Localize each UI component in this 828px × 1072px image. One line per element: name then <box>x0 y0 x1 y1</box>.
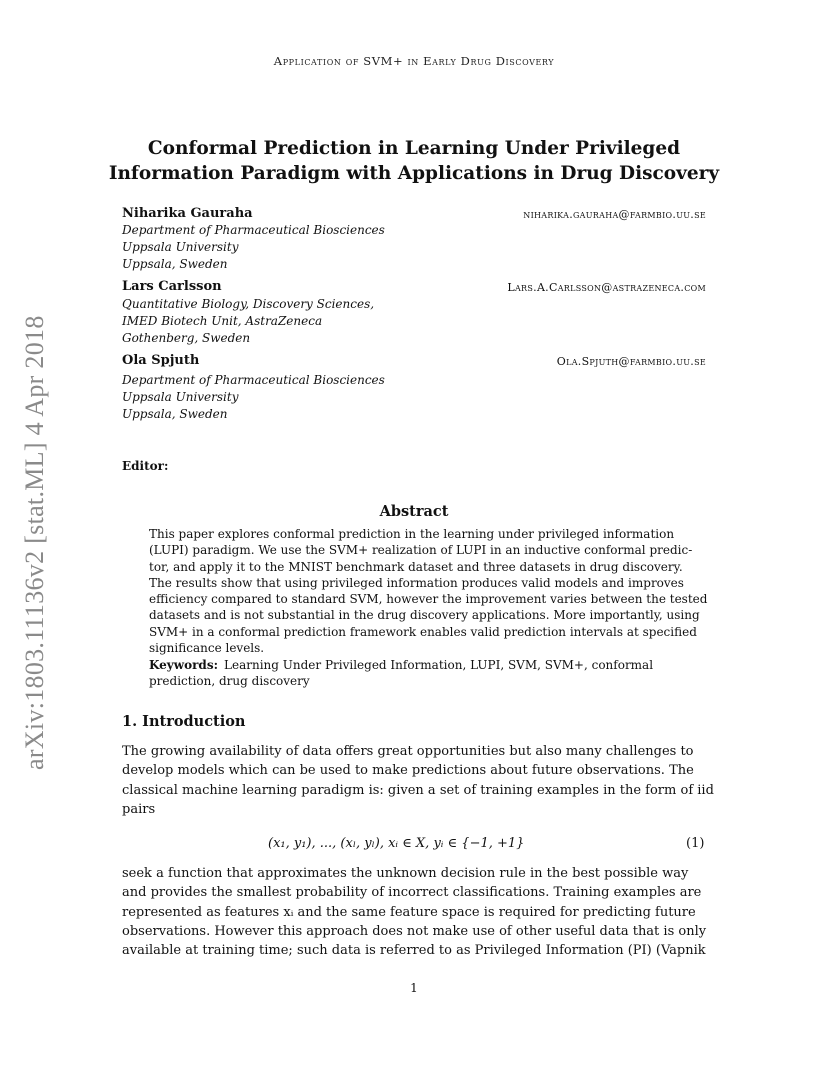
author-affiliation <box>122 296 374 346</box>
abstract-line: datasets and is not substantial in the drug discovery applications. More importantly, using <box>149 608 700 623</box>
equation-number: (1) <box>686 836 705 851</box>
running-head: Application of SVM+ in Early Drug Discovery <box>273 54 555 68</box>
affiliation-line: Uppsala, Sweden <box>122 406 228 421</box>
author-email: Lars.A.Carlsson@astrazeneca.com <box>507 281 706 294</box>
affiliation-line: Uppsala University <box>122 239 239 254</box>
abstract-line: (LUPI) paradigm. We use the SVM+ realization of LUPI in an inductive conformal predic- <box>149 543 693 558</box>
affiliation-line: IMED Biotech Unit, AstraZeneca <box>122 313 323 328</box>
abstract-line: significance levels. <box>149 641 265 656</box>
paragraph-line: classical machine learning paradigm is: given a set of training examples in the form of iid <box>122 782 714 798</box>
section-heading: 1. Introduction <box>122 713 246 730</box>
abstract-heading: Abstract <box>379 503 449 520</box>
author-email: niharika.gauraha@farmbio.uu.se <box>523 208 706 221</box>
abstract-line: tor, and apply it to the MNIST benchmark dataset and three datasets in drug discovery. <box>149 559 683 574</box>
author-name: Lars Carlsson <box>122 279 222 294</box>
paragraph-line: available at training time; such data is referred to as Privileged Information (PI) (Vapnik <box>122 943 706 959</box>
paragraph-line: The growing availability of data offers great opportunities but also many challenges to <box>122 744 694 759</box>
affiliation-line: Department of Pharmaceutical Biosciences <box>122 223 385 237</box>
author-affiliation <box>122 222 385 272</box>
keywords <box>149 657 679 690</box>
affiliation-line: Uppsala, Sweden <box>122 256 228 271</box>
intro-paragraph-2 <box>122 864 707 960</box>
abstract-line: SVM+ in a conformal prediction framework enables valid prediction intervals at specified <box>149 624 697 639</box>
author-name: Ola Spjuth <box>122 353 200 368</box>
affiliation-line: Uppsala University <box>122 389 239 404</box>
title-line: Information Paradigm with Applications in Drug Discovery <box>108 163 720 184</box>
affiliation-line: Gothenberg, Sweden <box>122 330 251 345</box>
paragraph-line: pairs <box>122 801 156 817</box>
paragraph-line: and provides the smallest probability of incorrect classifications. Training examples are <box>122 885 702 901</box>
intro-paragraph-1 <box>122 742 714 819</box>
abstract-body <box>149 526 708 656</box>
affiliation-line: Department of Pharmaceutical Biosciences <box>122 373 385 387</box>
paragraph-line: develop models which can be used to make predictions about future observations. The <box>122 763 694 779</box>
paragraph-line: represented as features xᵢ and the same feature space is required for predicting future <box>122 904 696 920</box>
arxiv-stamp: arXiv:1803.11136v2 [stat.ML] 4 Apr 2018 <box>20 315 49 770</box>
abstract-line: This paper explores conformal prediction in the learning under privileged information <box>149 527 675 541</box>
author-name: Niharika Gauraha <box>122 206 253 221</box>
keywords-line <box>149 657 679 673</box>
keywords-label: Keywords: <box>149 658 219 672</box>
page-number: 1 <box>410 981 418 995</box>
abstract-line: The results show that using privileged information produces valid models and improves <box>149 575 684 590</box>
affiliation-line: Quantitative Biology, Discovery Sciences, <box>122 297 375 311</box>
keywords-line: prediction, drug discovery <box>149 674 310 689</box>
paragraph-line: observations. However this approach does not make use of other useful data that is only <box>122 923 707 939</box>
paper-title <box>100 136 728 186</box>
author-email: Ola.Spjuth@farmbio.uu.se <box>556 355 706 368</box>
equation: (x₁, y₁), ..., (xₗ, yₗ), xᵢ ∈ X, yᵢ ∈ {−1, +1} <box>268 836 525 851</box>
keywords-text: Learning Under Privileged Information, LUPI, SVM, SVM+, conformal <box>224 658 654 672</box>
editor-label: Editor: <box>122 459 169 473</box>
paragraph-line: seek a function that approximates the unknown decision rule in the best possible way <box>122 866 689 881</box>
author-affiliation <box>122 372 385 422</box>
title-line: Conformal Prediction in Learning Under Privileged <box>147 138 681 159</box>
abstract-line: efficiency compared to standard SVM, however the improvement varies between the tested <box>149 592 708 607</box>
